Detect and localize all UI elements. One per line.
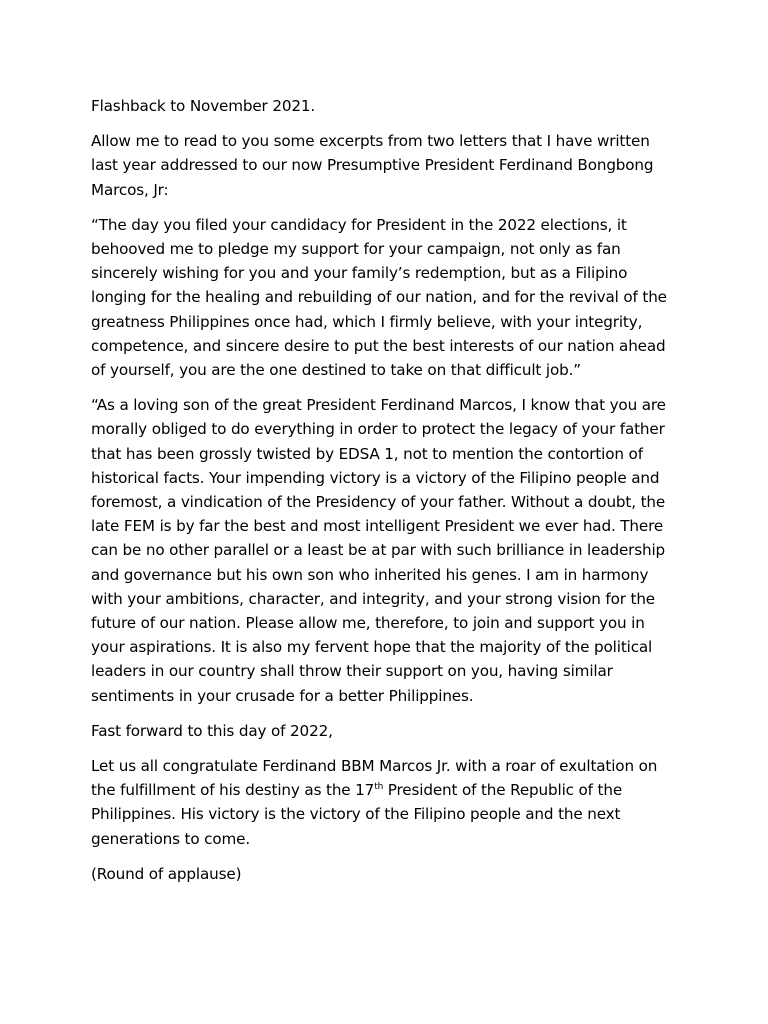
paragraph-intro: Allow me to read to you some excerpts from two letters that I have written last year addressed to our now Presumptive President Ferdinand Bongbong Marcos, Jr: [91,132,654,199]
congrats-text-before: Let us all congratulate Ferdinand BBM Marcos Jr. with a roar of exultation on the fulfillment of his destiny as the 17 [91,757,658,800]
paragraph-congratulations [91,754,681,851]
paragraph-fast-forward: Fast forward to this day of 2022, [91,721,333,740]
paragraph-letter-quote-2: “As a loving son of the great President Ferdinand Marcos, I know that you are morally obliged to do everything in order to protect the legacy of your father that has been grossly twisted by EDSA 1, not to mention the contortion of historical facts. Your impending victory is a victory of the Filipino people and foremost, a vindication of the Presidency of your father. Without a doubt, the late FEM is by far the best and most intelligent President we ever had. There can be no other parallel or a least be at par with such brilliance in leadership and governance but his own son who inherited his genes. I am in harmony with your ambitions, character, and integrity, and your strong vision for the future of our nation. Please allow me, therefore, to join and support you in your aspirations. It is also my fervent hope that the majority of the political leaders in our country shall throw their support on you, having similar sentiments in your crusade for a better Philippines. [91,396,666,705]
paragraph-letter-quote-1: “The day you filed your candidacy for President in the 2022 elections, it behooved me to pledge my support for your campaign, not only as fan sincerely wishing for you and your family’s redemption, but as a Filipino longing for the healing and rebuilding of our nation, and for the revival of the greatness Philippines once had, which I firmly believe, with your integrity, competence, and sincere desire to put the best interests of our nation ahead of yourself, you are the one destined to take on that difficult job.” [91,215,667,380]
congrats-text-after: President of the Republic of the Philippines. His victory is the victory of the Filipino people and the next generations to come. [91,781,623,848]
paragraph-flashback: Flashback to November 2021. [91,97,316,115]
paragraph-closing: (Round of applause) [91,864,242,883]
ordinal-suffix: th [374,782,384,793]
document-body [91,94,681,897]
